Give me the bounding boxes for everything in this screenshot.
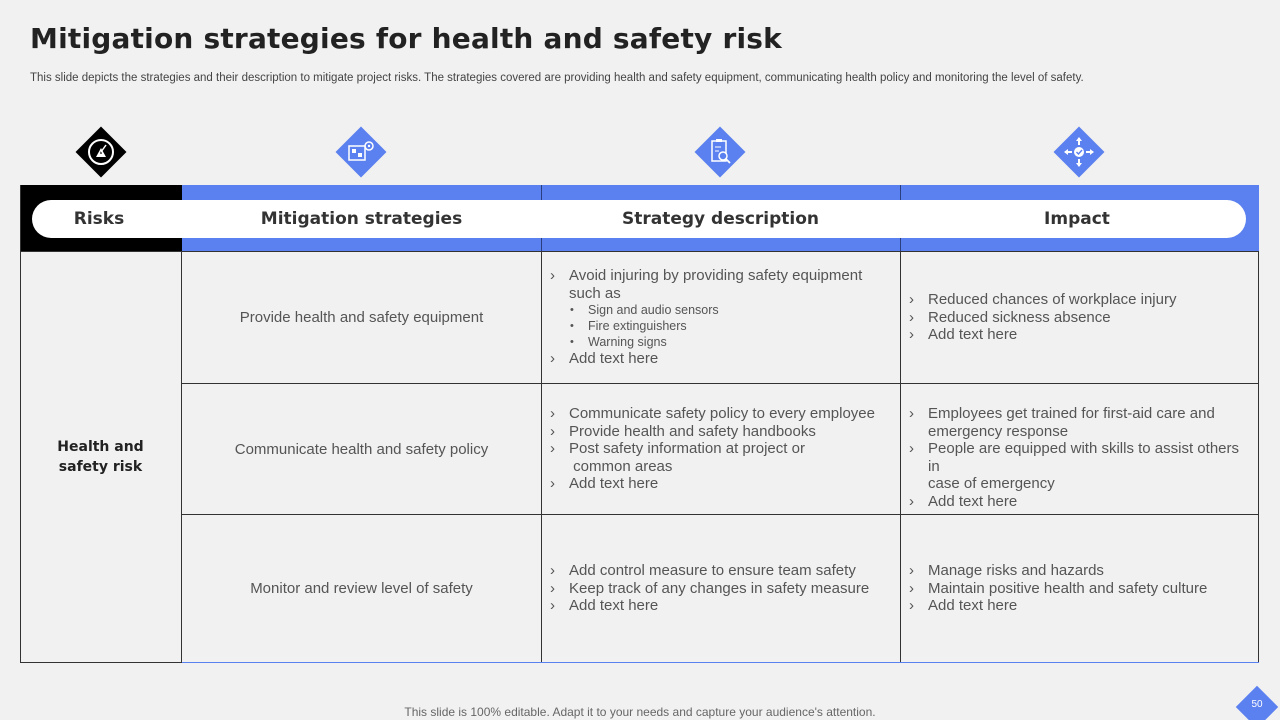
impact-list [909, 405, 1254, 510]
list-item: › Reduced sickness absence [909, 309, 1254, 327]
list-item: › Provide health and safety handbooks [550, 423, 895, 441]
grid-line [900, 251, 901, 663]
page-number: 50 [1251, 699, 1263, 710]
grid-line [541, 251, 542, 663]
header-divider [541, 185, 542, 200]
list-item: › Add text here [909, 493, 1254, 511]
list-item-text: People are equipped with skills to assist others in [928, 440, 1240, 475]
header-mitigation-strategies: Mitigation strategies [260, 209, 463, 229]
list-item: › Maintain positive health and safety culture [909, 580, 1254, 598]
page-title: Mitigation strategies for health and safety risk [30, 22, 782, 55]
list-item [909, 440, 1254, 493]
impact-list [909, 562, 1254, 615]
list-item-text: emergency response [928, 422, 1069, 440]
list-item [909, 405, 1254, 440]
list-item: › Add text here [909, 326, 1254, 344]
strategy-text: Communicate health and safety policy [234, 440, 489, 458]
strategy-cell [182, 384, 541, 514]
description-list [550, 267, 895, 368]
warning-gauge-icon [73, 124, 129, 180]
mitigation-table [20, 185, 1259, 663]
header-divider [541, 238, 542, 251]
header-divider [900, 185, 901, 200]
header-impact: Impact [1044, 209, 1110, 229]
impact-list [909, 291, 1254, 344]
sub-list-item: • Sign and audio sensors [550, 302, 895, 318]
list-item: › Communicate safety policy to every employee [550, 405, 895, 423]
risk-label-line: Health and [57, 439, 144, 455]
page-number-badge [1235, 685, 1279, 720]
list-item: › Add text here [550, 597, 895, 615]
list-item-text: Employees get trained for first-aid care and [928, 405, 1215, 422]
strategy-text: Provide health and safety equipment [239, 308, 484, 326]
list-item: › Add text here [550, 475, 895, 493]
list-item-text: Avoid injuring by providing safety equipment [569, 267, 863, 284]
blueprint-gear-icon [333, 124, 389, 180]
list-item: › Add text here [909, 597, 1254, 615]
grid-line [1258, 251, 1259, 663]
description-list [550, 405, 895, 493]
sub-list-item: • Warning signs [550, 334, 895, 350]
list-item [550, 440, 895, 475]
target-arrows-icon [1051, 124, 1107, 180]
header-strategy-description: Strategy description [621, 209, 820, 229]
list-item-text: case of emergency [928, 475, 1055, 492]
list-item-text: common areas [569, 457, 673, 475]
grid-line [182, 662, 1259, 663]
checklist-magnify-icon [692, 124, 748, 180]
strategy-text: Monitor and review level of safety [250, 580, 473, 597]
description-list [550, 562, 895, 615]
list-item: › Add control measure to ensure team safety [550, 562, 895, 580]
list-item: › Add text here [550, 350, 895, 368]
list-item-text: Post safety information at project or [569, 440, 805, 457]
list-item: › Manage risks and hazards [909, 562, 1254, 580]
sub-list-item: • Fire extinguishers [550, 318, 895, 334]
risk-label-line: safety risk [58, 459, 143, 475]
list-item: › Keep track of any changes in safety measure [550, 580, 895, 598]
header-divider [900, 238, 901, 251]
risk-cell [20, 251, 181, 663]
list-item-text: such as [569, 284, 621, 302]
list-item [550, 267, 895, 302]
strategy-cell [182, 515, 541, 662]
list-item: › Reduced chances of workplace injury [909, 291, 1254, 309]
strategy-cell [182, 251, 541, 383]
header-risks: Risks [73, 209, 125, 229]
page-subtitle: This slide depicts the strategies and their description to mitigate project risks. The strategies covered are providing health and safety equipment, communicating health policy and monitoring the level of safety. [30, 72, 1084, 84]
footer-note: This slide is 100% editable. Adapt it to your needs and capture your audience's attention. [404, 705, 876, 719]
